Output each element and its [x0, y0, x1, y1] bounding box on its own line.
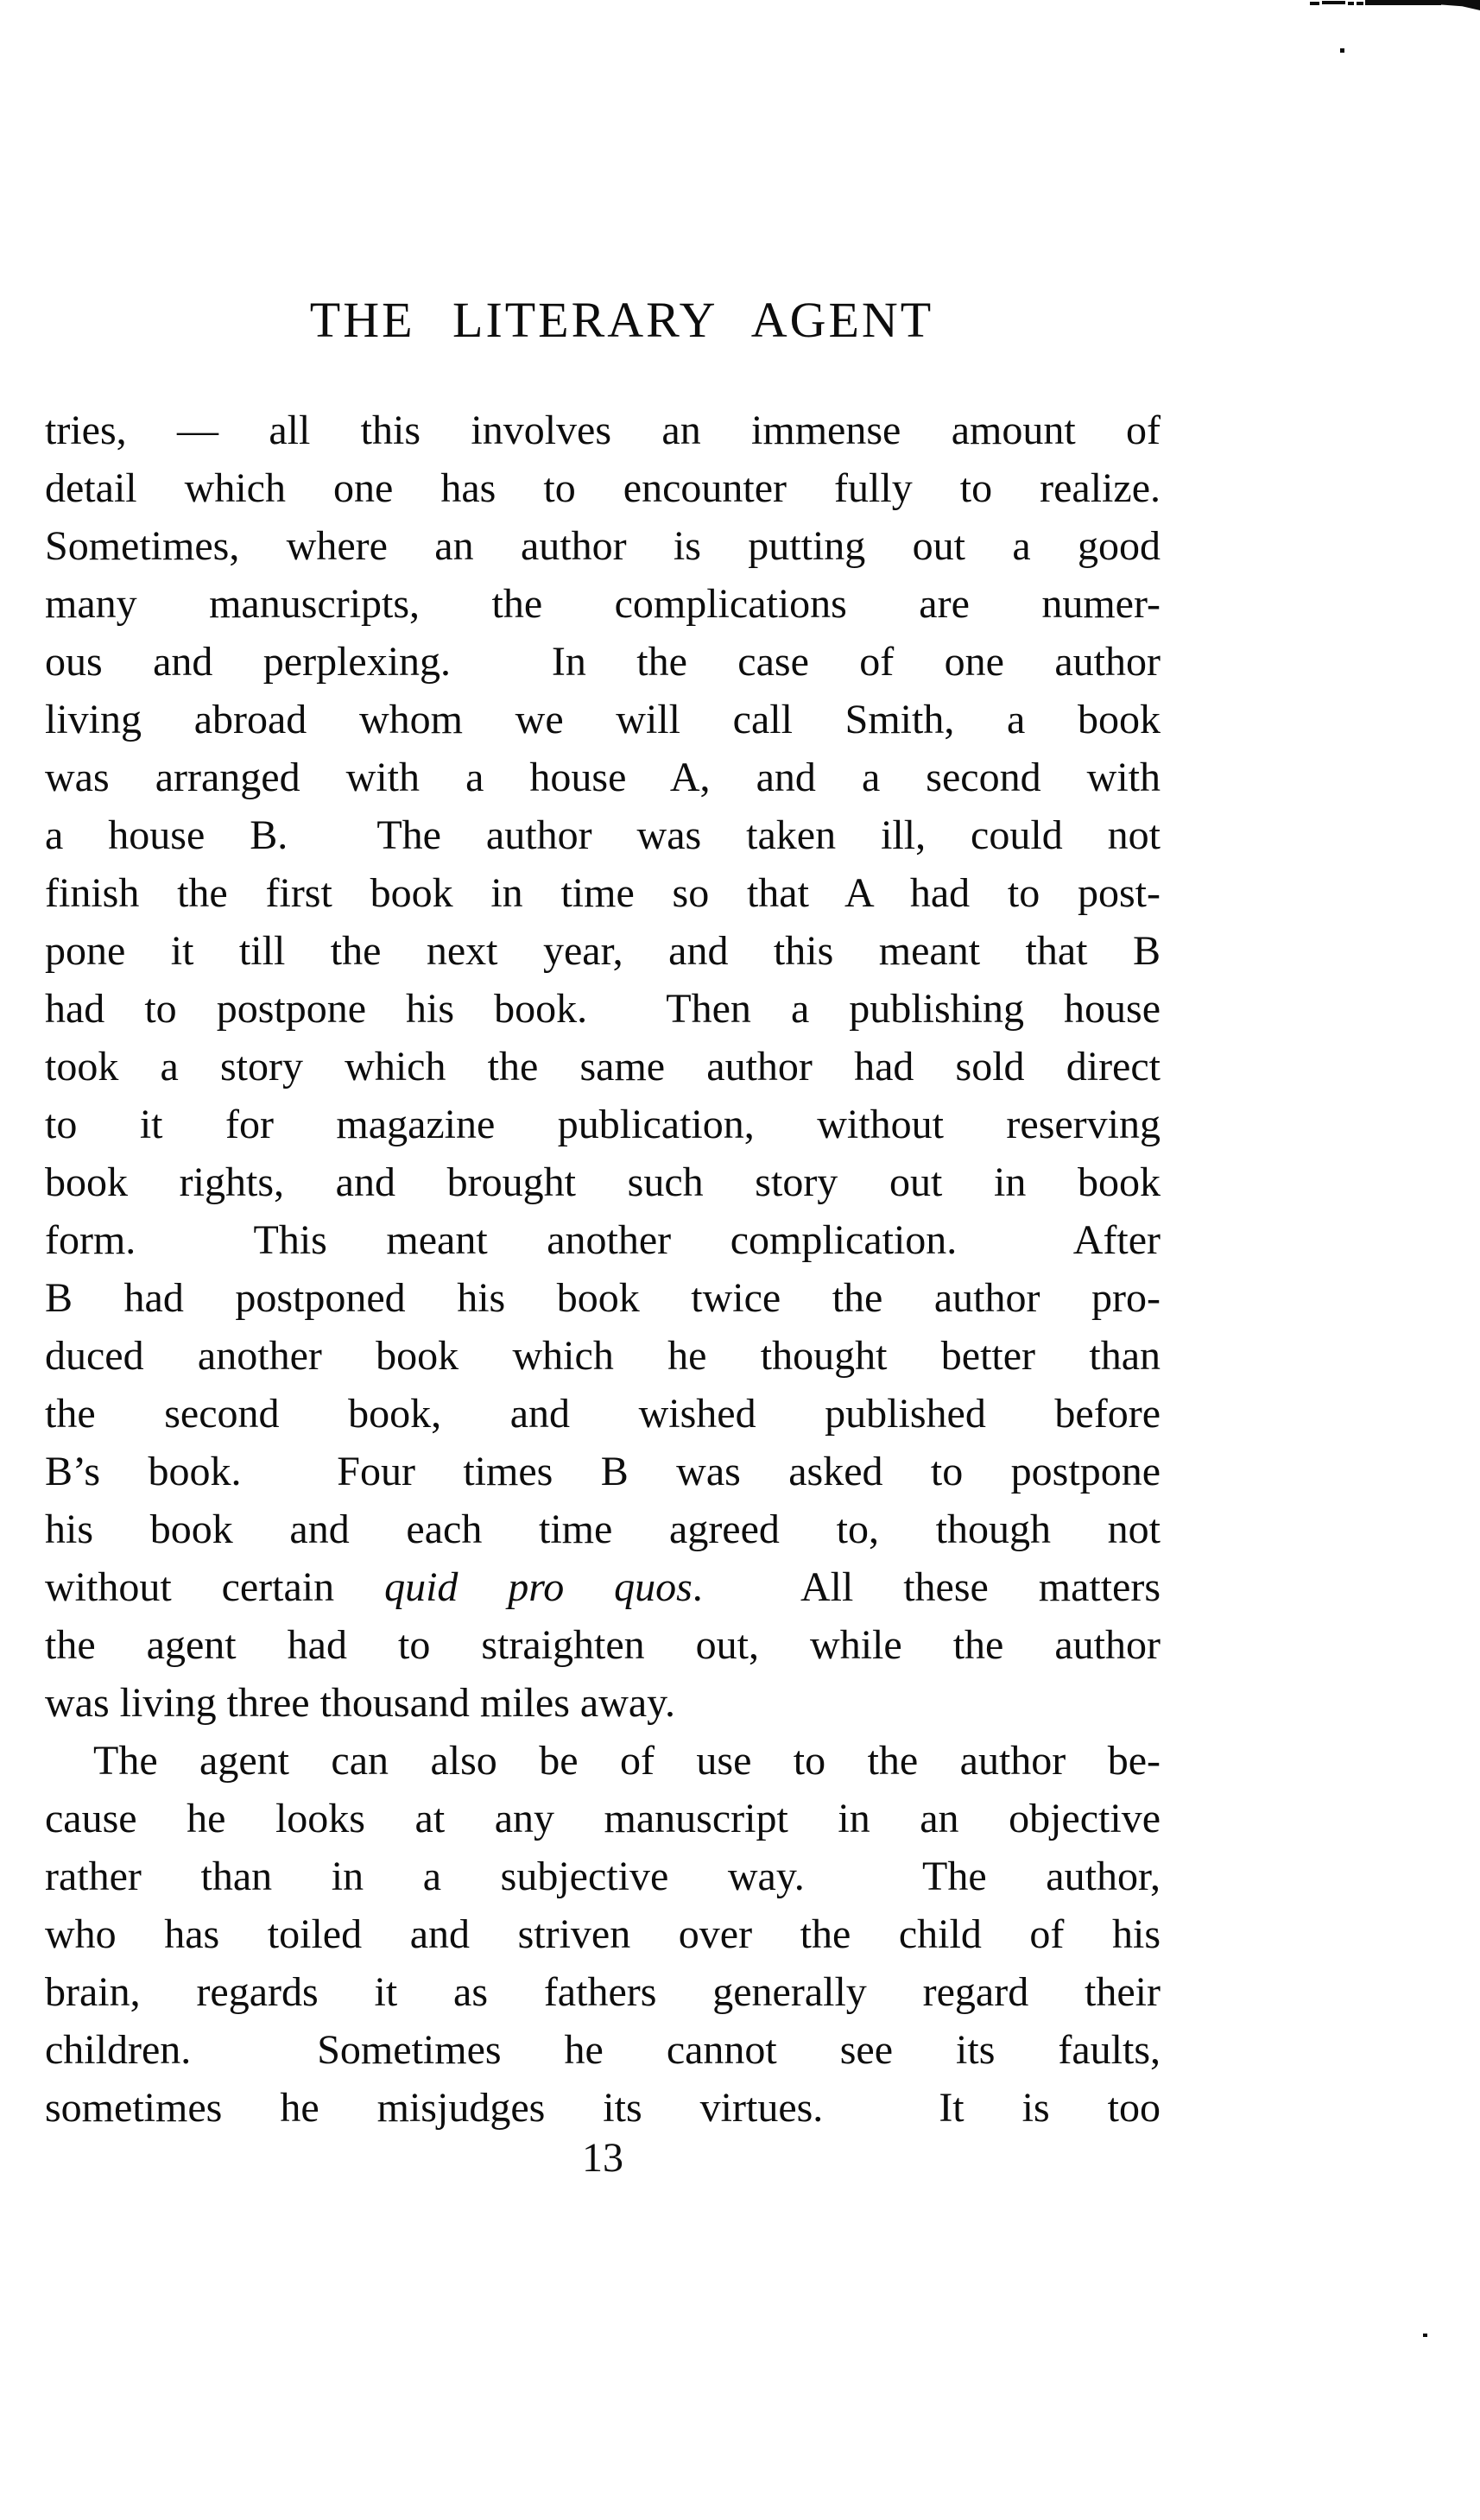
text-line: to it for magazine publication, without reserving	[45, 1102, 1161, 1147]
text-line: pone it till the next year, and this meant that B	[45, 928, 1161, 974]
scan-artifact-speck	[1340, 48, 1344, 53]
text-line: was living three thousand miles away.	[45, 1680, 676, 1726]
text-line: form. This meant another complication. After	[45, 1217, 1161, 1263]
page-number: 13	[582, 2135, 623, 2181]
text-line: finish the first book in time so that A had to post-	[45, 870, 1161, 916]
text-line: many manuscripts, the complications are numer-	[45, 581, 1161, 627]
scan-artifact-top-dash	[1322, 1, 1345, 4]
text-line: Sometimes, where an author is putting out a good	[45, 523, 1161, 569]
page-body	[45, 401, 1161, 2137]
text-line: rather than in a subjective way. The author,	[45, 1854, 1161, 1899]
text-line: his book and each time agreed to, though not	[45, 1506, 1161, 1552]
scan-artifact-speck	[1423, 2334, 1427, 2337]
text-line: had to postpone his book. Then a publishing house	[45, 986, 1161, 1032]
scan-artifact-corner-blot	[1440, 0, 1480, 10]
text-line: brain, regards it as fathers generally regard their	[45, 1969, 1161, 2015]
text-line: sometimes he misjudges its virtues. It is too	[45, 2085, 1161, 2131]
text-line: children. Sometimes he cannot see its faults,	[45, 2027, 1161, 2073]
text-line: was arranged with a house A, and a second with	[45, 755, 1161, 800]
text-line: who has toiled and striven over the child of his	[45, 1911, 1161, 1957]
text-line: the agent had to straighten out, while the author	[45, 1622, 1161, 1668]
text-line: ous and perplexing. In the case of one author	[45, 639, 1161, 685]
text-line: B had postponed his book twice the author pro-	[45, 1275, 1161, 1321]
text-line: the second book, and wished published before	[45, 1391, 1161, 1437]
text-line: a house B. The author was taken ill, could not	[45, 812, 1161, 858]
text-line: book rights, and brought such story out in book	[45, 1159, 1161, 1205]
text-line: tries, — all this involves an immense amount of	[45, 407, 1161, 453]
text-line: B’s book. Four times B was asked to postpone	[45, 1449, 1161, 1494]
scan-artifact-top-dash	[1365, 0, 1441, 5]
text-line: detail which one has to encounter fully to realize.	[45, 465, 1161, 511]
scan-artifact-top-dash	[1348, 2, 1354, 5]
scan-artifact-top-dash	[1310, 2, 1319, 5]
text-line: duced another book which he thought better than	[45, 1333, 1161, 1379]
text-line: took a story which the same author had sold direct	[45, 1044, 1161, 1089]
page-header-title: THE LITERARY AGENT	[309, 292, 934, 348]
text-line: living abroad whom we will call Smith, a book	[45, 697, 1161, 742]
text-line: The agent can also be of use to the author be-	[93, 1738, 1161, 1784]
text-line: without certain quid pro quos. All these matters	[45, 1564, 1161, 1610]
text-line: cause he looks at any manuscript in an objective	[45, 1796, 1161, 1841]
scan-artifact-top-dash	[1357, 2, 1363, 5]
